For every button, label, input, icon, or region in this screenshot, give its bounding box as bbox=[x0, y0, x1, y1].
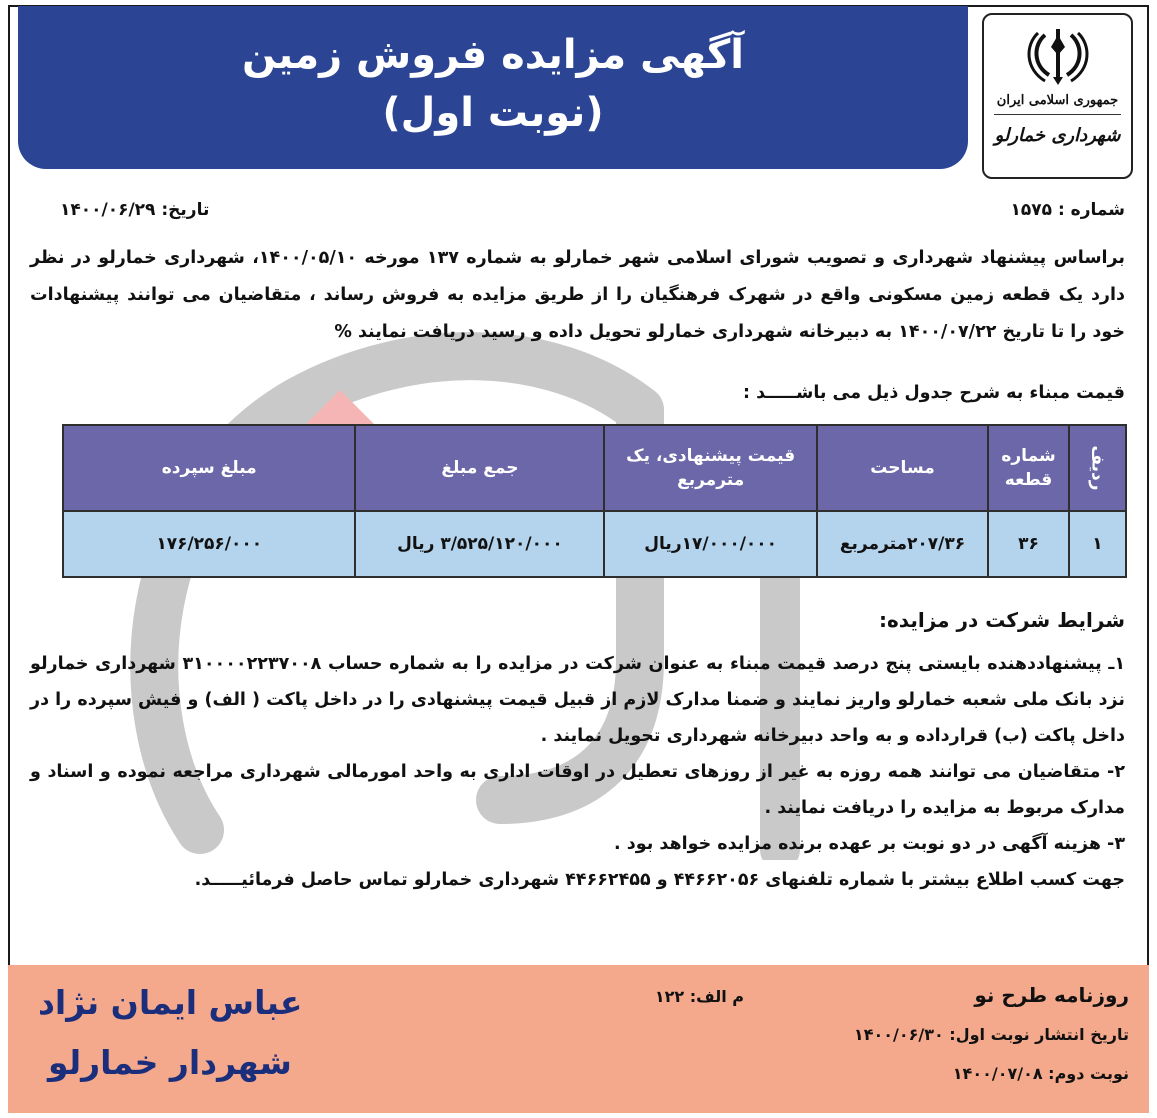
cell-deposit: ۱۷۶/۲۵۶/۰۰۰ bbox=[63, 511, 355, 577]
second-publication-date: نوبت دوم: ۱۴۰۰/۰۷/۰۸ bbox=[952, 1064, 1129, 1083]
footer-band bbox=[8, 965, 1149, 1113]
municipality-logo-box bbox=[982, 13, 1133, 179]
municipality-name: شهرداری خمارلو bbox=[994, 125, 1121, 146]
newspaper-name: روزنامه طرح نو bbox=[974, 983, 1129, 1007]
cell-lot-number: ۳۶ bbox=[988, 511, 1069, 577]
header-area: مساحت bbox=[817, 425, 988, 511]
meta-row bbox=[40, 200, 1125, 230]
table-header-row bbox=[63, 425, 1126, 511]
ad-round: (نوبت اول) bbox=[382, 90, 604, 136]
cell-total: ۳/۵۲۵/۱۲۰/۰۰۰ ریال bbox=[355, 511, 604, 577]
conditions-title: شرایط شرکت در مزایده: bbox=[878, 608, 1125, 632]
title-banner bbox=[18, 6, 968, 169]
price-note: قیمت مبناء به شرح جدول ذیل می باشـــــد : bbox=[743, 383, 1125, 403]
condition-item: ۲- متقاضیان می توانند همه روزه به غیر از روزهای تعطیل در اوقات اداری به واحد امورمالی شهرداری مراجعه نموده و اسناد و مدارک مربوط به مزایده را دریافت نمایند . bbox=[30, 762, 1125, 818]
header-unit-price: قیمت پیشنهادی، یک مترمربع bbox=[604, 425, 817, 511]
header-deposit: مبلغ سپرده bbox=[63, 425, 355, 511]
iran-emblem-icon bbox=[984, 25, 1131, 91]
letter-date: تاریخ: ۱۴۰۰/۰۶/۲۹ bbox=[60, 200, 210, 220]
cell-area: ۲۰۷/۳۶مترمربع bbox=[817, 511, 988, 577]
contact-note: جهت کسب اطلاع بیشتر با شماره تلفنهای ۴۴۶۶۲۰۵۶ و ۴۴۶۶۲۴۵۵ شهرداری خمارلو تماس حاصل فرمائیـــــد. bbox=[194, 870, 1125, 890]
ad-code: م الف: ۱۲۲ bbox=[654, 987, 744, 1006]
cell-unit-price: ۱۷/۰۰۰/۰۰۰ریال bbox=[604, 511, 817, 577]
cell-row-number: ۱ bbox=[1069, 511, 1126, 577]
header-row-number: ردیف bbox=[1069, 425, 1126, 511]
conditions-list bbox=[30, 646, 1125, 898]
letter-number: شماره : ۱۵۷۵ bbox=[1010, 200, 1125, 220]
first-publication-date: تاریخ انتشار نوبت اول: ۱۴۰۰/۰۶/۳۰ bbox=[853, 1025, 1129, 1044]
auction-table bbox=[62, 424, 1127, 578]
ad-title: آگهی مزایده فروش زمین bbox=[242, 32, 744, 78]
header-lot-number: شماره قطعه bbox=[988, 425, 1069, 511]
condition-item: ۳- هزینه آگهی در دو نوبت بر عهده برنده مزایده خواهد بود . bbox=[614, 834, 1125, 854]
emblem-caption: جمهوری اسلامی ایران bbox=[994, 93, 1121, 115]
signatory-name: عباس ایمان نژاد bbox=[38, 983, 303, 1022]
condition-item: ۱ـ پیشنهاددهنده بایستی پنج درصد قیمت مبناء به عنوان شرکت در مزایده را به شماره حساب ۳۱۰۰۰۰۲۲۳۷۰۰۸ شهرداری خمارلو نزد بانک ملی شعبه خمارلو واریز نمایند و ضمنا مدارک لازم از قبیل قیمت پیشنهادی را در داخل پاکت ( الف) و فیش سپرده را در داخل پاکت (ب) قرارداده و به واحد دبیرخانه شهرداری تحویل نمایند . bbox=[30, 654, 1125, 746]
table-row bbox=[63, 511, 1126, 577]
header-total: جمع مبلغ bbox=[355, 425, 604, 511]
signatory-title: شهردار خمارلو bbox=[48, 1043, 292, 1082]
intro-paragraph: براساس پیشنهاد شهرداری و تصویب شورای اسلامی شهر خمارلو به شماره ۱۳۷ مورخه ۱۴۰۰/۰۵/۱۰، شهرداری خمارلو در نظر دارد یک قطعه زمین مسکونی واقع در شهرک فرهنگیان را از طریق مزایده به فروش رساند ، متقاضیان می توانند پیشنهادات خود را تا تاریخ ۱۴۰۰/۰۷/۲۲ به دبیرخانه شهرداری خمارلو تحویل داده و رسید دریافت نمایند % bbox=[30, 248, 1125, 342]
